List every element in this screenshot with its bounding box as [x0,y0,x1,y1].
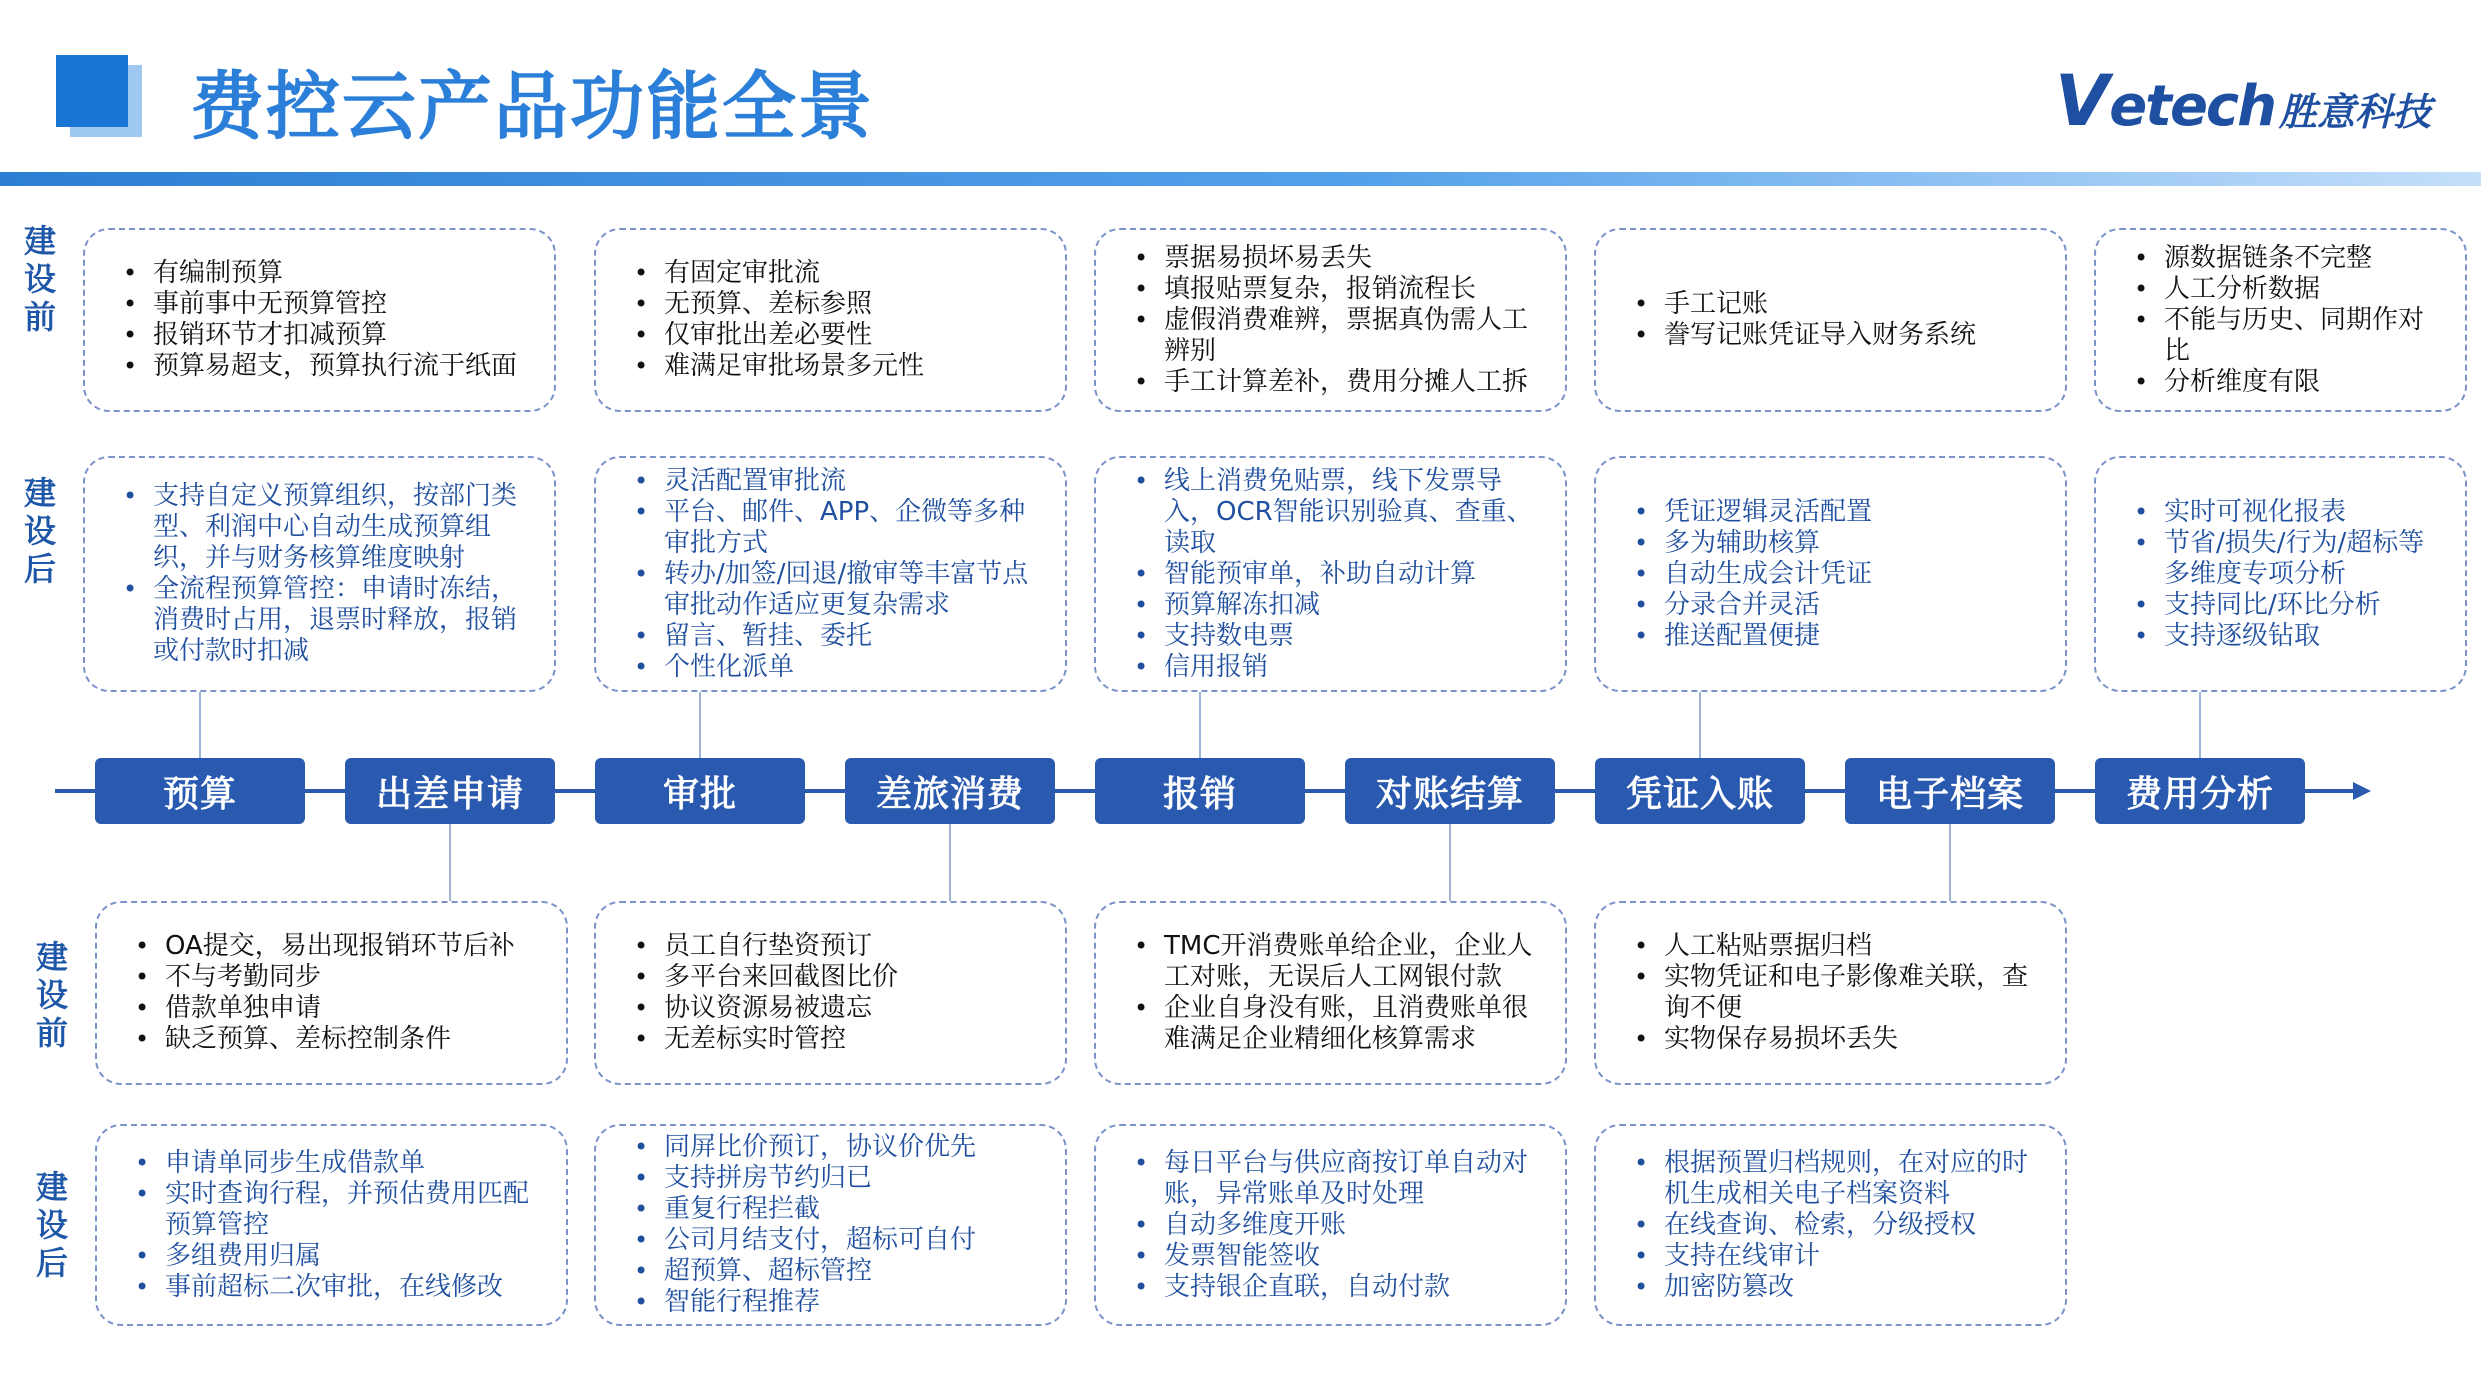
top-before-box-approval [594,228,1067,412]
connector-approval-top [699,692,701,758]
flow-node-trip-request: 出差申请 [345,758,555,824]
list-item: • 分析维度有限 [2130,367,2447,398]
brand-chinese: 胜意科技 [2278,90,2431,134]
list-item: • 多为辅助核算 [1630,528,1872,559]
flow-node-analysis: 费用分析 [2095,758,2305,824]
list-item: • 实时可视化报表 [2130,497,2447,528]
list-item: • 全流程预算管控：申请时冻结，消费时占用，退票时释放，报销或付款时扣减 [119,574,536,667]
list-item: • 难满足审批场景多元性 [630,351,924,382]
connector-voucher-top [1699,692,1701,758]
list-item: • TMC开消费账单给企业，企业人工对账，无误后人工网银付款 [1130,931,1547,993]
connector-analysis-top [2199,692,2201,758]
list-item: • 凭证逻辑灵活配置 [1630,497,1872,528]
list-item: • 支持同比/环比分析 [2130,590,2447,621]
list-item: • 支持数电票 [1130,621,1547,652]
bottom-after-box-archive [1594,1124,2067,1326]
list-item: • 实物凭证和电子影像难关联，查询不便 [1630,962,2047,1024]
list-item: • 支持在线审计 [1630,1241,2047,1272]
list-item: • 在线查询、检索，分级授权 [1630,1210,2047,1241]
list-item: • 每日平台与供应商按订单自动对账，异常账单及时处理 [1130,1148,1547,1210]
list-item: • 企业自身没有账，且消费账单很难满足企业精细化核算需求 [1130,993,1547,1055]
top-after-box-reimburse [1094,456,1567,692]
connector-archive-bottom [1949,824,1951,901]
flow-node-archive: 电子档案 [1845,758,2055,824]
bottom-before-box-trip-request [95,901,568,1085]
bottom-before-box-travel-spend [594,901,1067,1085]
list-item: • 超预算、超标管控 [630,1256,976,1287]
list-item: • 多平台来回截图比价 [630,962,898,993]
list-item: • 报销环节才扣减预算 [119,320,517,351]
top-before-box-voucher [1594,228,2067,412]
list-item: • 支持银企直联，自动付款 [1130,1272,1547,1303]
flow-node-reconcile: 对账结算 [1345,758,1555,824]
row-label-top-after: 建 设 后 [23,474,56,588]
list-item: • 转办/加签/回退/撤审等丰富节点审批动作适应更复杂需求 [630,559,1047,621]
brand-logo [2055,60,2431,142]
bottom-after-box-travel-spend [594,1124,1067,1326]
list-item: • 仅审批出差必要性 [630,320,924,351]
list-item: • 自动生成会计凭证 [1630,559,1872,590]
list-item: • 推送配置便捷 [1630,621,1872,652]
list-item: • 灵活配置审批流 [630,466,1047,497]
list-item: • 分录合并灵活 [1630,590,1872,621]
logo-square [56,55,128,127]
connector-reimburse-top [1199,692,1201,758]
list-item: • 支持逐级钻取 [2130,621,2447,652]
list-item: • 人工分析数据 [2130,274,2447,305]
list-item: • 加密防篡改 [1630,1272,2047,1303]
list-item: • 誊写记账凭证导入财务系统 [1630,320,1976,351]
flow-node-travel-spend: 差旅消费 [845,758,1055,824]
list-item: • 不能与历史、同期作对比 [2130,305,2447,367]
page-title: 费控云产品功能全景 [190,64,874,150]
top-before-box-reimburse [1094,228,1567,412]
list-item: • 预算解冻扣减 [1130,590,1547,621]
list-item: • 节省/损失/行为/超标等多维度专项分析 [2130,528,2447,590]
list-item: • 协议资源易被遗忘 [630,993,898,1024]
bottom-before-box-reconcile [1094,901,1567,1085]
connector-travel-spend-bottom [949,824,951,901]
top-after-box-approval [594,456,1067,692]
list-item: • 智能行程推荐 [630,1287,976,1318]
brand-v: V [2055,60,2110,142]
bottom-before-box-archive [1594,901,2067,1085]
top-before-box-analysis [2094,228,2467,412]
list-item: • 无预算、差标参照 [630,289,924,320]
list-item: • 缺乏预算、差标控制条件 [131,1024,515,1055]
list-item: • 支持自定义预算组织，按部门类型、利润中心自动生成预算组织，并与财务核算维度映射 [119,481,536,574]
connector-reconcile-bottom [1449,824,1451,901]
list-item: • 借款单独申请 [131,993,515,1024]
list-item: • 填报贴票复杂，报销流程长 [1130,274,1547,305]
list-item: • 实物保存易损坏丢失 [1630,1024,2047,1055]
row-label-bottom-after: 建 设 后 [35,1168,68,1282]
flow-arrow-head [2353,782,2371,800]
list-item: • 有编制预算 [119,258,517,289]
top-before-box-budget [83,228,556,412]
list-item: • 票据易损坏易丢失 [1130,243,1547,274]
bottom-after-box-reconcile [1094,1124,1567,1326]
row-label-top-before: 建 设 前 [23,222,56,336]
list-item: • 多组费用归属 [131,1241,548,1272]
brand-latin: etech [2109,74,2275,139]
list-item: • 员工自行垫资预订 [630,931,898,962]
top-after-box-budget [83,456,556,692]
list-item: • 虚假消费难辨，票据真伪需人工辨别 [1130,305,1547,367]
list-item: • 重复行程拦截 [630,1194,976,1225]
connector-budget-top [199,692,201,758]
top-after-box-voucher [1594,456,2067,692]
flow-node-budget: 预算 [95,758,305,824]
list-item: • 同屏比价预订，协议价优先 [630,1132,976,1163]
list-item: • 自动多维度开账 [1130,1210,1547,1241]
flow-node-voucher: 凭证入账 [1595,758,1805,824]
list-item: • 申请单同步生成借款单 [131,1148,548,1179]
list-item: • 根据预置归档规则，在对应的时机生成相关电子档案资料 [1630,1148,2047,1210]
list-item: • 发票智能签收 [1130,1241,1547,1272]
list-item: • 不与考勤同步 [131,962,515,993]
bottom-after-box-trip-request [95,1124,568,1326]
connector-trip-request-bottom [449,824,451,901]
list-item: • 人工粘贴票据归档 [1630,931,2047,962]
list-item: • 事前超标二次审批，在线修改 [131,1272,548,1303]
list-item: • 实时查询行程，并预估费用匹配预算管控 [131,1179,548,1241]
list-item: • 智能预审单，补助自动计算 [1130,559,1547,590]
list-item: • 预算易超支，预算执行流于纸面 [119,351,517,382]
top-after-box-analysis [2094,456,2467,692]
list-item: • 事前事中无预算管控 [119,289,517,320]
list-item: • 手工计算差补，费用分摊人工拆 [1130,367,1547,398]
flow-node-reimburse: 报销 [1095,758,1305,824]
flow-node-approval: 审批 [595,758,805,824]
list-item: • 源数据链条不完整 [2130,243,2447,274]
row-label-bottom-before: 建 设 前 [35,938,68,1052]
list-item: • 信用报销 [1130,652,1547,683]
header-bar [0,172,2481,186]
list-item: • 手工记账 [1630,289,1976,320]
list-item: • 平台、邮件、APP、企微等多种审批方式 [630,497,1047,559]
list-item: • 公司月结支付，超标可自付 [630,1225,976,1256]
list-item: • 有固定审批流 [630,258,924,289]
list-item: • 支持拼房节约归已 [630,1163,976,1194]
list-item: • 留言、暂挂、委托 [630,621,1047,652]
list-item: • 无差标实时管控 [630,1024,898,1055]
list-item: • 线上消费免贴票，线下发票导入，OCR智能识别验真、查重、读取 [1130,466,1547,559]
list-item: • OA提交，易出现报销环节后补 [131,931,515,962]
list-item: • 个性化派单 [630,652,1047,683]
